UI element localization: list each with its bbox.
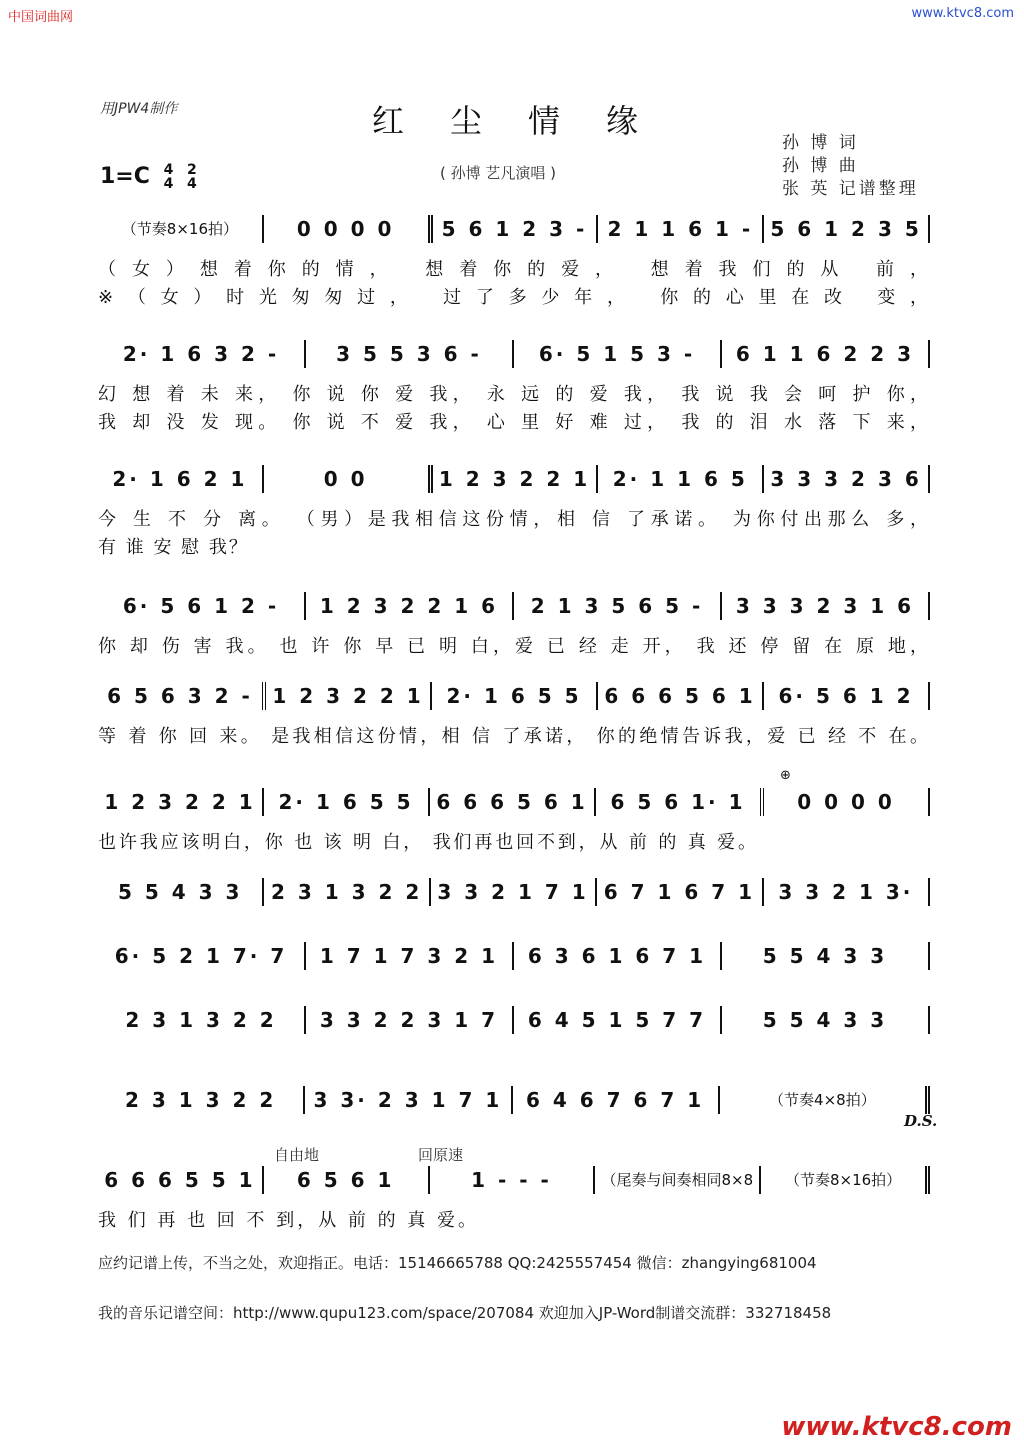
measure: 2· 1 6 2 1 (98, 465, 264, 493)
measure: 3 3 3 2 3 1 6 (722, 592, 930, 620)
contact-note: 应约记谱上传，不当之处，欢迎指正。电话：15146665788 QQ:2425557454 微信：zhangying681004 (98, 1254, 817, 1272)
measure: 2 1 3 5 6 5 - (514, 592, 722, 620)
measure: 1 - - - (430, 1166, 596, 1194)
measure: 2· 1 1 6 5 (598, 465, 764, 493)
interlude-row-2 (98, 942, 930, 982)
measure: 2· 1 6 5 5 (264, 788, 430, 816)
time-signature-2: 2 4 (186, 162, 197, 192)
lyric-line-2: 我 却 没 发 现。 你 说 不 爱 我， 心 里 好 难 过， 我 的 泪 水 落 下 来， (98, 412, 930, 433)
key-label: 1=C (100, 164, 150, 189)
ending-row (98, 1146, 930, 1231)
measure: （节奏8×16拍） (98, 215, 264, 243)
site-url-right[interactable]: www.ktvc8.com (911, 6, 1014, 21)
score-row-4 (98, 592, 930, 657)
measure: 6 1 1 6 2 2 3 (722, 340, 930, 368)
measure: 6· 5 1 5 3 - (514, 340, 722, 368)
measure: 2· 1 6 5 5 (432, 682, 598, 710)
measure: 6 4 6 7 6 7 1 (513, 1086, 720, 1114)
free-tempo-mark: 自由地 (274, 1146, 320, 1164)
singers-note: ( 孙博 艺凡演唱 ) (440, 164, 557, 182)
interlude-row-3 (98, 1006, 930, 1046)
notation-line (98, 942, 930, 970)
notation-line (98, 682, 930, 710)
lyric-line-1: 幻 想 着 未 来， 你 说 你 爱 我， 永 远 的 爱 我， 我 说 我 会 呵 护 你， (98, 384, 930, 405)
dal-segno-mark: D.S. (904, 1112, 938, 1130)
lyric-line-1: 也许我应该明白，你 也 该 明 白， 我们再也回不到，从 前 的 真 爱。 (98, 832, 758, 853)
measure: 5 6 1 2 3 - (433, 215, 599, 243)
measure: 1 2 3 2 2 1 (266, 682, 432, 710)
measure: 5 6 1 2 3 5 (764, 215, 930, 243)
score-row-2 (98, 340, 930, 433)
measure: 6 5 6 1· 1 (596, 788, 764, 816)
score-row-6 (98, 768, 930, 853)
key-signature (100, 163, 197, 191)
lyric-line-2: ※（女）时光匆匆过， 过了多少年， 你的心里在改 变， (98, 287, 930, 308)
transcriber-credit: 张 英 记谱整理 (782, 179, 919, 199)
measure: 1 7 1 7 3 2 1 (306, 942, 514, 970)
lyric-line-1: 我 们 再 也 回 不 到，从 前 的 真 爱。 (98, 1210, 478, 1231)
measure: （节奏8×16拍） (761, 1166, 930, 1194)
measure: 3 3 3 2 3 6 (764, 465, 930, 493)
notation-line (98, 788, 930, 816)
notation-line (98, 1006, 930, 1034)
measure: 3 5 5 3 6 - (306, 340, 514, 368)
measure: 5 5 4 3 3 (98, 878, 264, 906)
measure: 3 3 2 2 3 1 7 (306, 1006, 514, 1034)
measure: 6· 5 6 1 2 - (98, 592, 306, 620)
lyric-line-2: 有 谁 安 慰 我？ (98, 537, 249, 558)
measure: 6 7 1 6 7 1 (597, 878, 763, 906)
coda-mark: ⊕ (780, 768, 791, 783)
lyricist-credit: 孙 博 词 (782, 133, 859, 153)
measure: 0 0 0 0 (264, 215, 433, 243)
measure: 1 2 3 2 2 1 6 (306, 592, 514, 620)
score-row-3 (98, 465, 930, 558)
lyric-line-1: 你 却 伤 害 我。 也 许 你 早 已 明 白，爱 已 经 走 开， 我 还 停 留 在 原 地， (98, 636, 930, 657)
measure: 5 5 4 3 3 (722, 942, 930, 970)
composer-credit: 孙 博 曲 (782, 156, 859, 176)
maker-note: 用JPW4制作 (100, 101, 178, 117)
measure: 3 3 2 1 3· (764, 878, 930, 906)
notation-line (98, 465, 930, 493)
score-row-1 (98, 215, 930, 308)
measure: 2 3 1 3 2 2 (98, 1086, 305, 1114)
notation-line (98, 215, 930, 243)
watermark-logo: www.ktvc8.com (781, 1412, 1012, 1442)
lyric-line-1: （女）想着你的情， 想着你的爱， 想着我们的从 前， (98, 259, 930, 280)
notation-line (98, 878, 930, 906)
measure: 3 3 2 1 7 1 (431, 878, 597, 906)
measure: 1 2 3 2 2 1 (433, 465, 599, 493)
measure: 3 3· 2 3 1 7 1 (305, 1086, 512, 1114)
measure: 0 0 (264, 465, 433, 493)
measure: 6 6 6 5 6 1 (598, 682, 764, 710)
measure: 6 5 6 3 2 - (98, 682, 266, 710)
measure: 2 3 1 3 2 2 (264, 878, 430, 906)
measure: 6 3 6 1 6 7 1 (514, 942, 722, 970)
space-link-note[interactable]: 我的音乐记谱空间：http://www.qupu123.com/space/207084 欢迎加入JP-Word制谱交流群：332718458 (98, 1304, 832, 1322)
measure: 6· 5 2 1 7· 7 (98, 942, 306, 970)
measure: 6· 5 6 1 2 (764, 682, 930, 710)
lyric-line-1: 今 生 不 分 离。 （男）是我相信这份情，相 信 了承诺。 为你付出那么 多， (98, 509, 930, 530)
notation-line (98, 592, 930, 620)
song-title: 红尘情缘 (372, 102, 685, 140)
measure: 2 3 1 3 2 2 (98, 1006, 306, 1034)
interlude-row-1 (98, 878, 930, 918)
measure: 0 0 0 0 (764, 788, 930, 816)
interlude-row-4 (98, 1086, 930, 1126)
measure: 2 1 1 6 1 - (598, 215, 764, 243)
site-name-left[interactable]: 中国词曲网 (8, 10, 74, 25)
notation-line (98, 1086, 930, 1114)
measure: 2· 1 6 3 2 - (98, 340, 306, 368)
measure: （节奏4×8拍） (720, 1086, 930, 1114)
measure: 5 5 4 3 3 (722, 1006, 930, 1034)
a-tempo-mark: 回原速 (418, 1146, 464, 1164)
measure: 6 5 6 1 (264, 1166, 430, 1194)
notation-line (98, 340, 930, 368)
measure: 6 6 6 5 6 1 (430, 788, 596, 816)
measure: 6 4 5 1 5 7 7 (514, 1006, 722, 1034)
score-row-5 (98, 682, 930, 747)
measure: （尾奏与间奏相同8×8 (595, 1166, 761, 1194)
time-signature-1: 4 4 (163, 162, 174, 192)
lyric-line-1: 等 着 你 回 来。 是我相信这份情，相 信 了承诺， 你的绝情告诉我，爱 已 经 不 在。 (98, 726, 930, 747)
measure: 1 2 3 2 2 1 (98, 788, 264, 816)
notation-line (98, 1166, 930, 1194)
measure: 6 6 6 5 5 1 (98, 1166, 264, 1194)
